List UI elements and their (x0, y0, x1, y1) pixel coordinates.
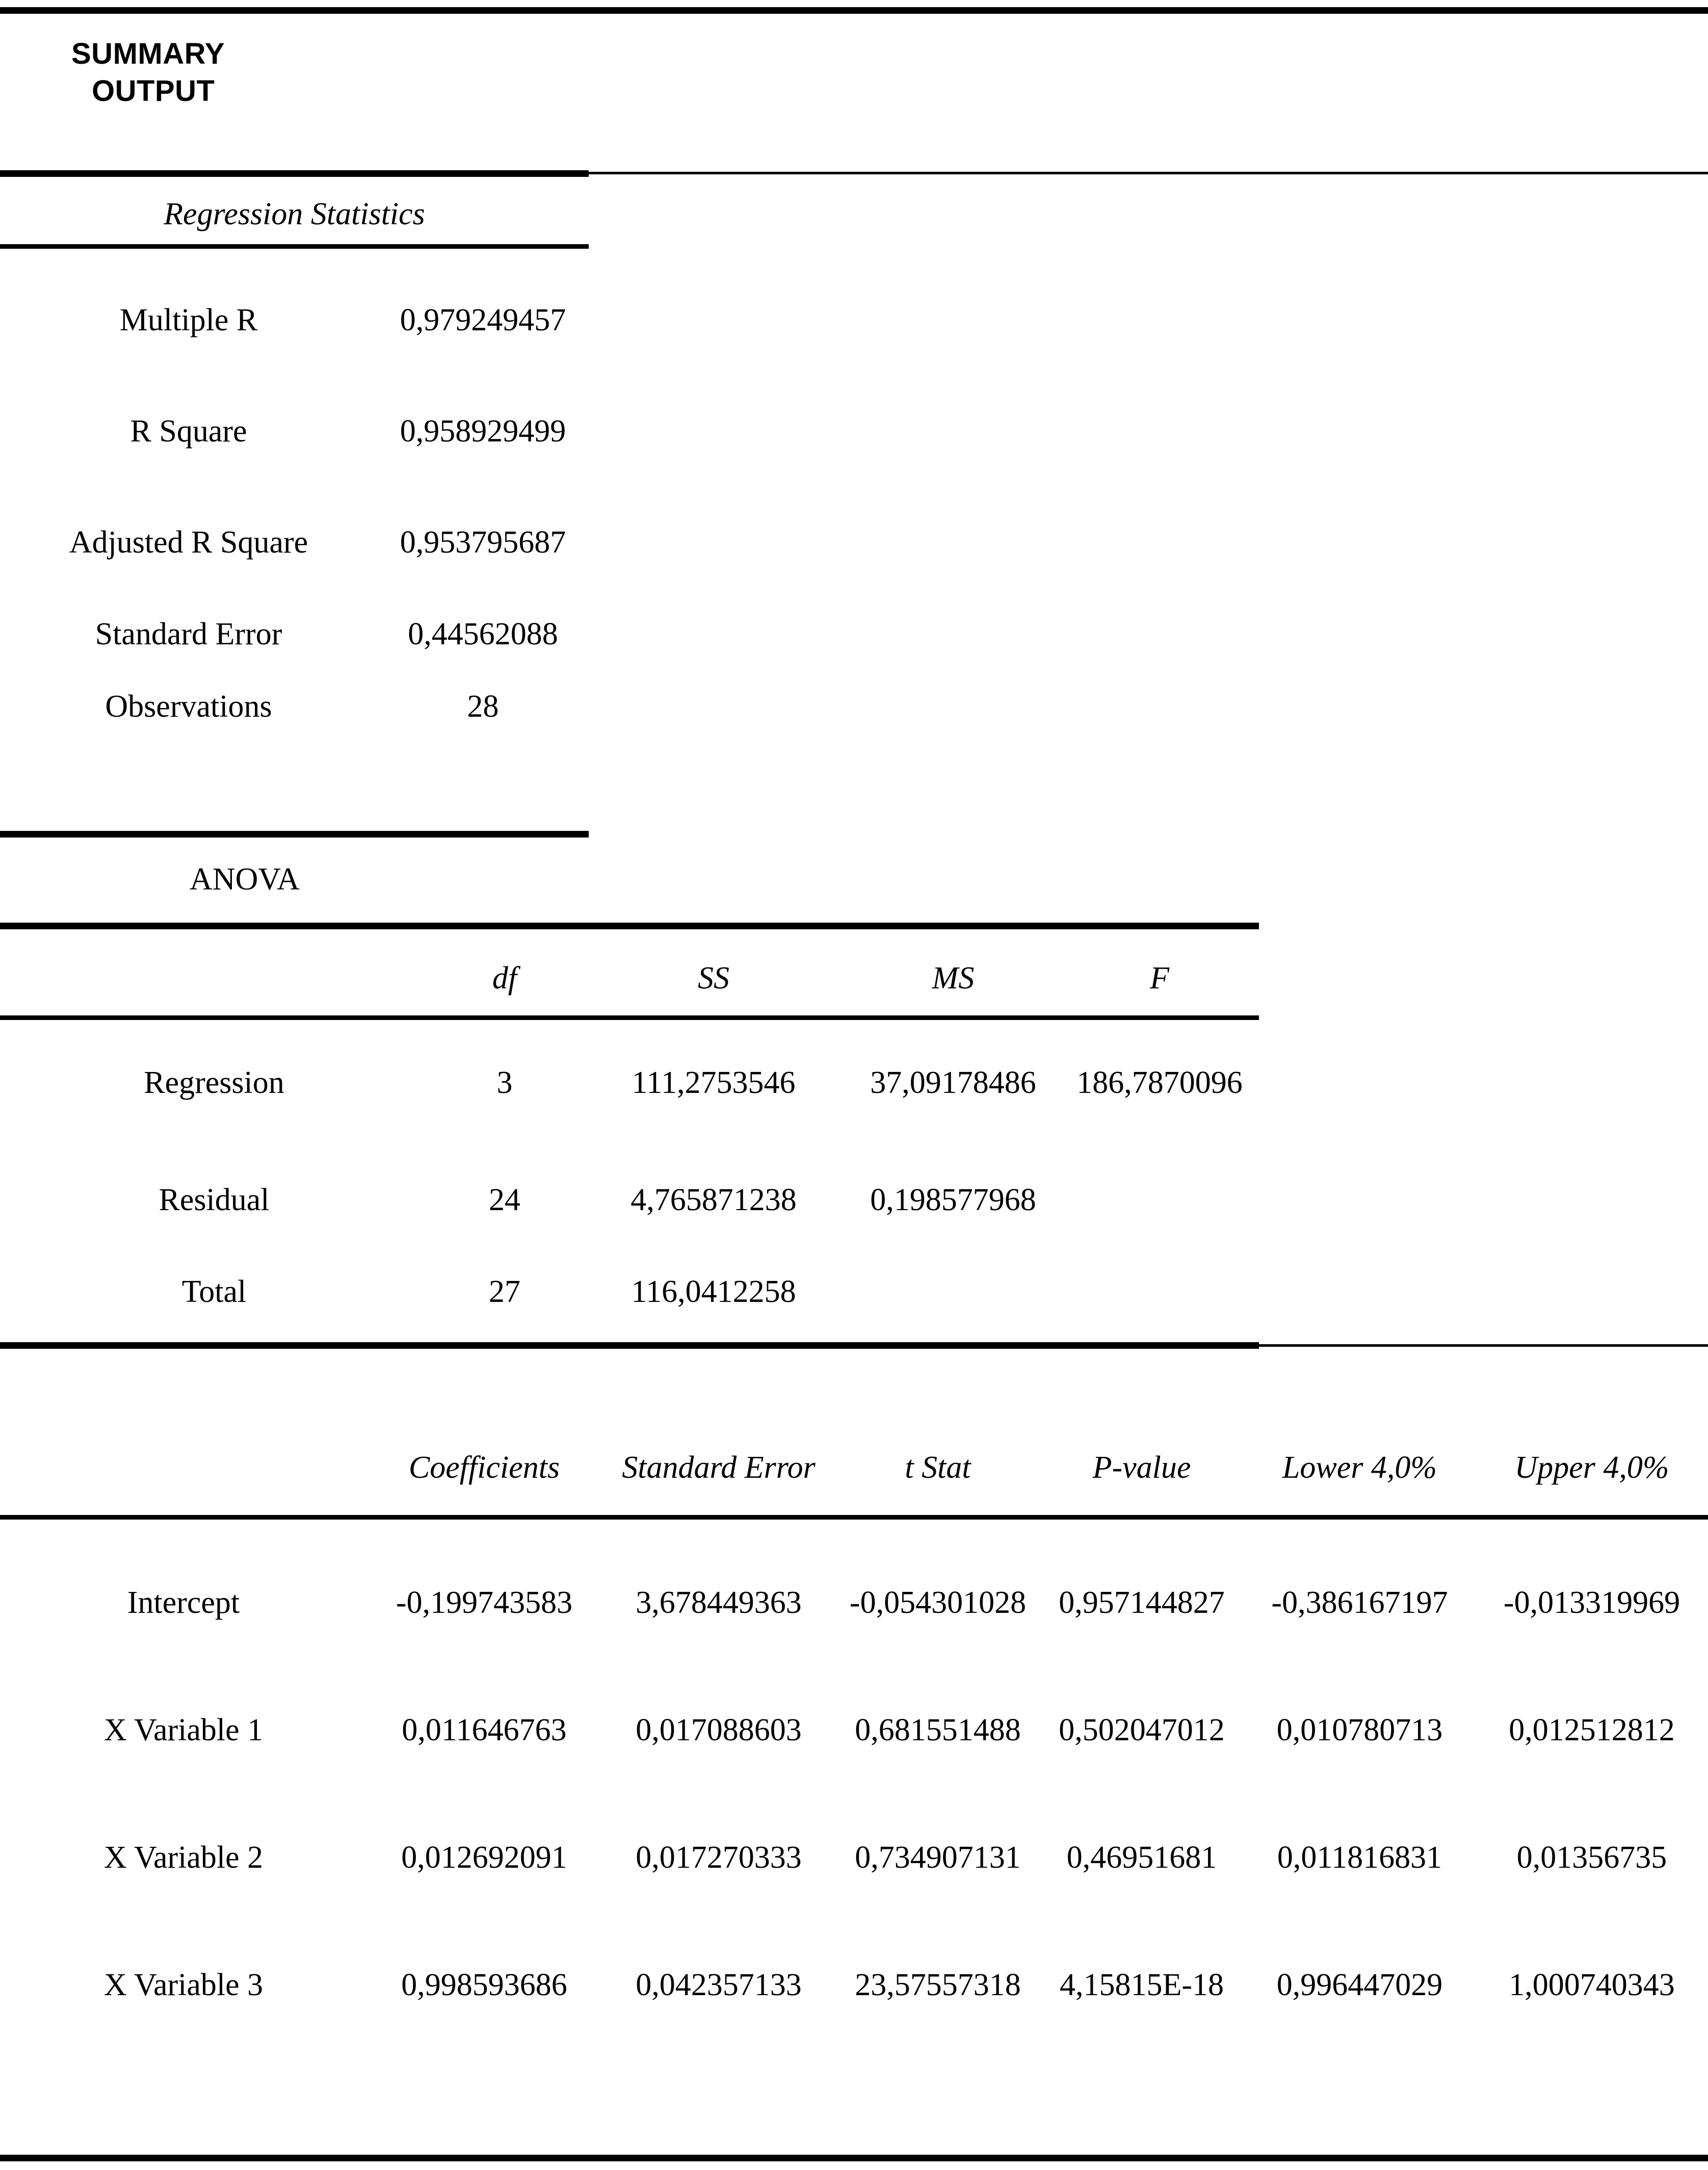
anova-ms-total (846, 1259, 1060, 1325)
coef-value-x-variable-3: 0,998593686 (401, 1968, 567, 2003)
table-row (0, 1667, 1708, 1794)
anova-col-f: F (1150, 961, 1169, 996)
anova-col-ms: MS (932, 961, 975, 996)
table-row (0, 1025, 1259, 1142)
anova-df-total: 27 (489, 1274, 520, 1310)
regstat-value-adjusted-r-square: 0,953795687 (400, 525, 566, 560)
coef-upper-x-variable-1: 0,012512812 (1509, 1713, 1675, 1748)
coef-col-p-value: P-value (1092, 1450, 1191, 1485)
coef-stderr-x-variable-1: 0,017088603 (636, 1713, 802, 1748)
coef-stderr-x-variable-2: 0,017270333 (636, 1840, 802, 1875)
coef-col-blank (0, 1397, 367, 1539)
coef-stderr-intercept: 3,678449363 (636, 1585, 802, 1620)
table-row (0, 1259, 1259, 1325)
coef-lower-intercept: -0,386167197 (1271, 1585, 1448, 1620)
anova-table (0, 933, 1259, 1325)
coef-upper-x-variable-2: 0,01356735 (1516, 1840, 1667, 1875)
coef-lower-x-variable-3: 0,996447029 (1276, 1968, 1443, 2003)
anova-ms-regression: 37,09178486 (870, 1065, 1036, 1101)
table-row (0, 1794, 1708, 1922)
coef-tstat-x-variable-1: 0,681551488 (855, 1713, 1021, 1748)
coef-value-x-variable-2: 0,012692091 (401, 1840, 567, 1875)
rule-regstats-header (0, 244, 589, 249)
coefficients-header-row (0, 1397, 1708, 1539)
anova-title: ANOVA (190, 862, 300, 897)
summary-heading-line-1: SUMMARY (71, 37, 225, 70)
table-row (0, 1539, 1708, 1667)
coef-pvalue-x-variable-2: 0,46951681 (1066, 1840, 1217, 1875)
rule-summary-bottom-full (0, 172, 1708, 174)
table-row (0, 487, 589, 598)
table-row (0, 265, 589, 376)
coef-pvalue-intercept: 0,957144827 (1059, 1585, 1225, 1620)
anova-col-df: df (492, 961, 517, 996)
coef-label-intercept: Intercept (127, 1585, 240, 1620)
anova-label-total: Total (181, 1274, 247, 1310)
coef-upper-x-variable-3: 1,000740343 (1509, 1968, 1675, 2003)
anova-f-residual (1060, 1142, 1259, 1259)
coef-lower-x-variable-2: 0,011816831 (1277, 1840, 1442, 1875)
coef-value-intercept: -0,199743583 (396, 1585, 573, 1620)
coef-stderr-x-variable-3: 0,042357133 (636, 1968, 802, 2003)
coef-pvalue-x-variable-1: 0,502047012 (1059, 1713, 1225, 1748)
coef-value-x-variable-1: 0,011646763 (402, 1713, 567, 1748)
anova-f-total (1060, 1259, 1259, 1325)
table-row (0, 1922, 1708, 2049)
anova-ss-residual: 4,765871238 (630, 1183, 797, 1218)
coef-label-x-variable-1: X Variable 1 (103, 1713, 264, 1748)
coef-pvalue-x-variable-3: 4,15815E-18 (1059, 1968, 1224, 2003)
anova-col-blank (0, 933, 428, 1025)
coef-tstat-x-variable-2: 0,734907131 (855, 1840, 1021, 1875)
rule-regstats-bottom (0, 831, 589, 838)
anova-ms-residual: 0,198577968 (870, 1183, 1036, 1218)
regstat-value-multiple-r: 0,979249457 (400, 303, 566, 338)
rule-top (0, 7, 1708, 14)
coef-upper-intercept: -0,013319969 (1503, 1585, 1680, 1620)
anova-df-regression: 3 (496, 1065, 513, 1101)
regstat-label-adjusted-r-square: Adjusted R Square (69, 525, 308, 560)
coef-lower-x-variable-1: 0,010780713 (1276, 1713, 1443, 1748)
regression-statistics-table (0, 265, 589, 743)
table-row (0, 376, 589, 487)
coef-tstat-x-variable-3: 23,57557318 (855, 1968, 1021, 2003)
regstat-label-r-square: R Square (130, 414, 247, 449)
regstat-label-multiple-r: Multiple R (119, 303, 258, 338)
coef-col-t-stat: t Stat (905, 1450, 971, 1485)
table-row (0, 671, 589, 743)
table-row (0, 598, 589, 671)
rule-anova-bottom-full (0, 1344, 1708, 1347)
coef-col-coefficients: Coefficients (408, 1450, 560, 1485)
anova-label-regression: Regression (144, 1065, 284, 1101)
coef-col-standard-error: Standard Error (622, 1450, 816, 1485)
rule-anova-top (0, 923, 1259, 929)
anova-ss-total: 116,0412258 (631, 1274, 796, 1310)
coef-col-upper: Upper 4,0% (1514, 1450, 1669, 1485)
regstat-value-observations: 28 (467, 689, 499, 724)
regstat-label-observations: Observations (105, 689, 272, 724)
anova-label-residual: Residual (159, 1183, 270, 1218)
table-row (0, 1142, 1259, 1259)
rule-bottom (0, 2155, 1708, 2161)
anova-col-ss: SS (698, 961, 729, 996)
regstat-value-r-square: 0,958929499 (400, 414, 566, 449)
summary-heading-line-2: OUTPUT (92, 74, 215, 108)
coefficients-table (0, 1397, 1708, 2049)
summary-output-heading (71, 36, 225, 110)
anova-df-residual: 24 (489, 1183, 520, 1218)
regression-statistics-title: Regression Statistics (164, 197, 425, 231)
regstat-value-standard-error: 0,44562088 (408, 617, 558, 652)
regstat-label-standard-error: Standard Error (95, 617, 282, 652)
coef-label-x-variable-3: X Variable 3 (103, 1968, 264, 2003)
coef-label-x-variable-2: X Variable 2 (103, 1840, 264, 1875)
coef-tstat-intercept: -0,054301028 (849, 1585, 1027, 1620)
anova-f-regression: 186,7870096 (1076, 1065, 1243, 1101)
coef-col-lower: Lower 4,0% (1282, 1450, 1437, 1485)
anova-header-row (0, 933, 1259, 1025)
anova-ss-regression: 111,2753546 (632, 1065, 796, 1101)
